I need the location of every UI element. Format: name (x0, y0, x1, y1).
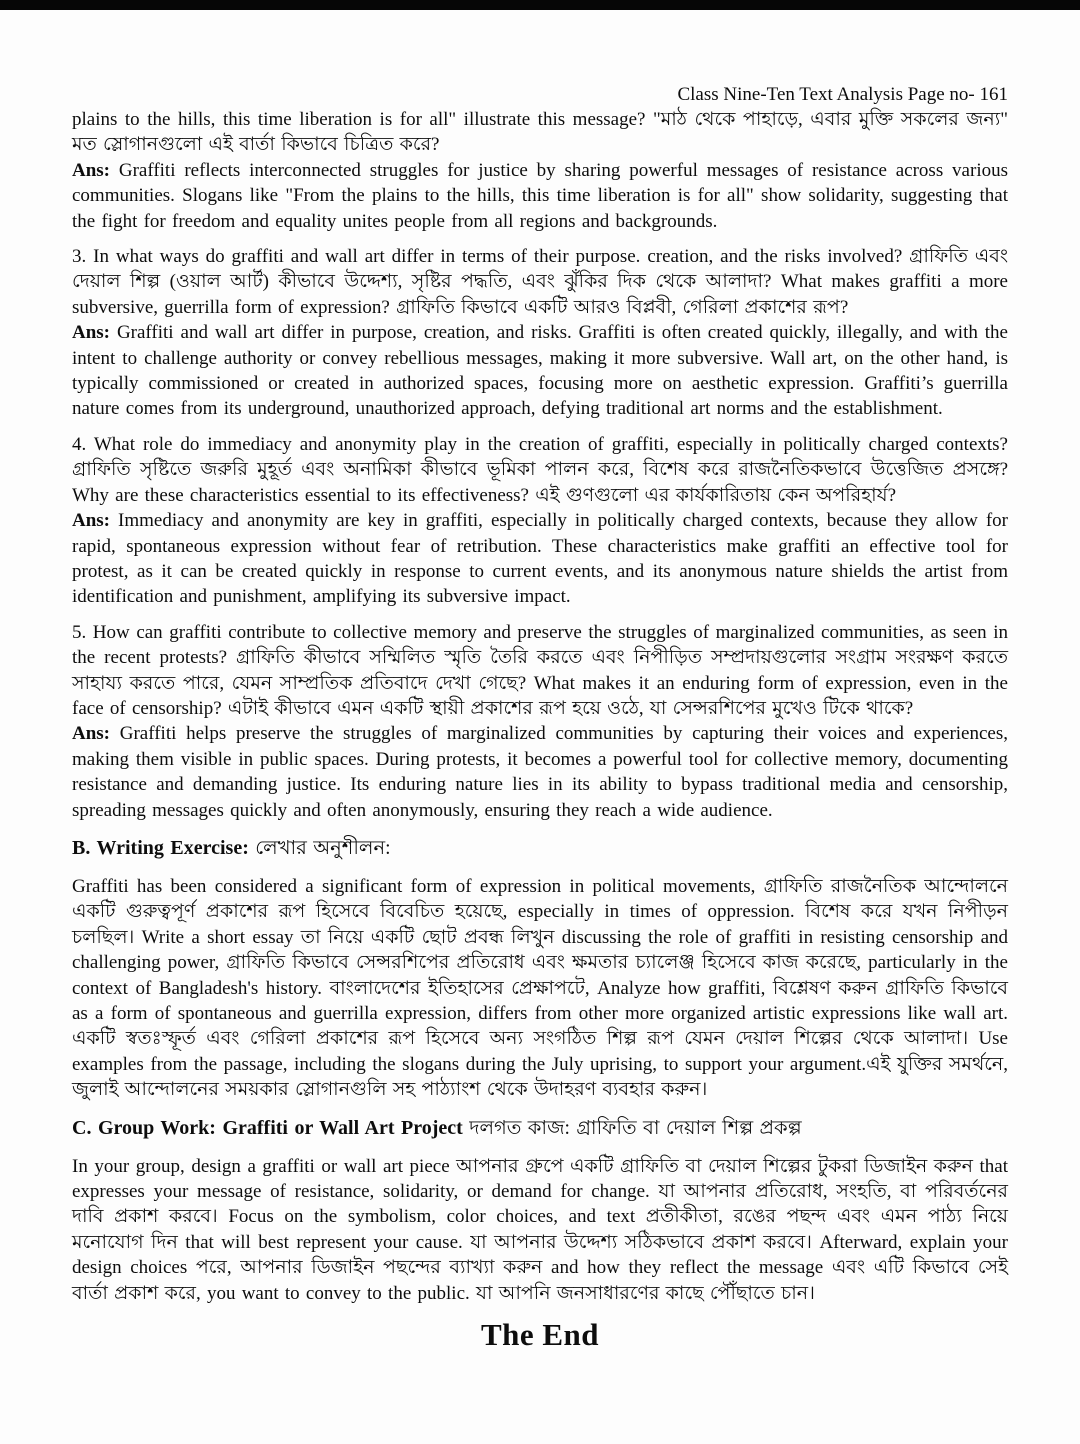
top-black-bar (0, 0, 1080, 10)
page-header-text: Class Nine-Ten Text Analysis Page no- 161 (677, 84, 1008, 105)
writing-exercise-paragraph: Graffiti has been considered a significant form of expression in political movements, গ্রাফিতি রাজনৈতিক আন্দোলনে একটি গুরুত্বপূর্ণ প্রকাশের রূপ হিসেবে বিবেচিত হয়েছে, especially in times of oppression. বিশেষ করে যখন নিপীড়ন চলছিল। Write a short essay তা নিয়ে একটি ছোট প্রবন্ধ লিখুন discussing the role of graffiti in resisting censorship and challenging power, গ্রাফিতি কিভাবে সেন্সরশিপের প্রতিরোধ এবং ক্ষমতার চ্যালেঞ্জ হিসেবে কাজ করেছে, particularly in the context of Bangladesh's history. বাংলাদেশের ইতিহাসের প্রেক্ষাপটে, Analyze how graffiti, বিশ্লেষণ করুন গ্রাফিতি কিভাবে as a form of spontaneous and guerrilla expression, differs from other more organized artistic expressions like wall art. একটি স্বতঃস্ফূর্ত এবং গেরিলা প্রকাশের রূপ হিসেবে অন্য সংগঠিত শিল্প রূপ যেমন দেয়াল শিল্পের থেকে আলাদা। Use examples from the passage, including the slogans during the July uprising, to support your argument.এই যুক্তির সমর্থনে, জুলাই আন্দোলনের সময়কার স্লোগানগুলি সহ পাঠ্যাংশ থেকে উদাহরণ ব্যবহার করুন। (72, 875, 1008, 1101)
section-c-heading: C. Group Work: Graffiti or Wall Art Project দলগত কাজ: গ্রাফিতি বা দেয়াল শিল্প প্রকল্প (72, 1116, 802, 1139)
document-page (0, 10, 1080, 1354)
question-5: 5. How can graffiti contribute to collective memory and preserve the struggles of marginalized communities, as seen in the recent protests? গ্রাফিতি কীভাবে সম্মিলিত স্মৃতি তৈরি করতে এবং নিপীড়িত সম্প্রদায়গুলোর সংগ্রাম সংরক্ষণ করতে সাহায্য করতে পারে, যেমন সাম্প্রতিক প্রতিবাদে দেখা গেছে? What makes it an enduring form of expression, even in the face of censorship? এটাই কীভাবে এমন একটি স্থায়ী প্রকাশের রূপ হয়ে ওঠে, যা সেন্সরশিপের মুখেও টিকে থাকে? (72, 621, 1008, 719)
answer-3: Ans: Graffiti and wall art differ in purpose, creation, and risks. Graffiti is often created quickly, illegally, and with the intent to challenge authority or convey rebellious messages, making it more subversive. Wall art, on the other hand, is typically commissioned or created in authorized spaces, focusing more on aesthetic expression. Graffiti’s guerrilla nature comes from its underground, unauthorized approach, defying traditional art norms and the establishment. (72, 322, 1008, 420)
answer-2: Ans: Graffiti reflects interconnected struggles for justice by sharing powerful messages of resistance across various communities. Slogans like "From the plains to the hills, this time liberation is for all" show solidarity, suggesting that the fight for freedom and equality unites people from all regions and backgrounds. (72, 159, 1008, 232)
question-3: 3. In what ways do graffiti and wall art differ in terms of their purpose. creation, and the risks involved? গ্রাফিতি এবং দেয়াল শিল্প (ওয়াল আর্ট) কীভাবে উদ্দেশ্য, সৃষ্টির পদ্ধতি, এবং ঝুঁকির দিক থেকে আলাদা? What makes graffiti a more subversive, guerrilla form of expression? গ্রাফিতি কিভাবে একটি আরও বিপ্লবী, গেরিলা প্রকাশের রূপ? (72, 246, 1008, 318)
answer-4: Ans: Immediacy and anonymity are key in graffiti, especially in politically charged contexts, because they allow for rapid, spontaneous expression without fear of retribution. These characteristics make graffiti an effective tool for protest, as it can be created quickly in response to current events, and its anonymous nature shields the artist from identification and punishment, amplifying its subversive impact. (72, 510, 1008, 608)
question-4: 4. What role do immediacy and anonymity play in the creation of graffiti, especially in politically charged contexts? গ্রাফিতি সৃষ্টিতে জরুরি মুহূর্ত এবং অনামিকা কীভাবে ভূমিকা পালন করে, বিশেষ করে রাজনৈতিকভাবে উত্তেজিত প্রসঙ্গে? Why are these characteristics essential to its effectiveness? এই গুণগুলো এর কার্যকারিতায় কেন অপরিহার্য? (72, 433, 1008, 506)
group-work-paragraph: In your group, design a graffiti or wall art piece আপনার গ্রুপে একটি গ্রাফিতি বা দেয়াল শিল্পের টুকরা ডিজাইন করুন that expresses your message of resistance, solidarity, or demand for change. যা আপনার প্রতিরোধ, সংহতি, বা পরিবর্তনের দাবি প্রকাশ করবে। Focus on the symbolism, color choices, and text প্রতীকীতা, রঙের পছন্দ এবং এমন পাঠ্য নিয়ে মনোযোগ দিন that will best represent your cause. যা আপনার উদ্দেশ্য সঠিকভাবে প্রকাশ করবে। Afterward, explain your design choices পরে, আপনার ডিজাইন পছন্দের ব্যাখ্যা করুন and how they reflect the message এবং এটি কিভাবে সেই বার্তা প্রকাশ করে, you want to convey to the public. যা আপনি জনসাধারণের কাছে পৌঁছাতে চান। (72, 1155, 1008, 1304)
section-b-heading: B. Writing Exercise: লেখার অনুশীলন: (72, 836, 391, 859)
page-header (72, 82, 1008, 107)
answer-5: Ans: Graffiti helps preserve the struggles of marginalized communities by capturing their voices and experiences, making them visible in public spaces. During protests, it becomes a powerful tool for collective memory, documenting resistance and demanding justice. Its enduring nature lies in its ability to bypass traditional media and censorship, spreading messages quickly and often anonymously, ensuring they reach a wide audience. (72, 723, 1008, 821)
the-end-label: The End (480, 1317, 600, 1353)
lead-paragraph: plains to the hills, this time liberation is for all" illustrate this message? "মাঠ থেকে পাহাড়ে, এবার মুক্তি সকলের জন্য" মত স্লোগানগুলো এই বার্তা কিভাবে চিত্রিত করে? (72, 109, 1008, 156)
